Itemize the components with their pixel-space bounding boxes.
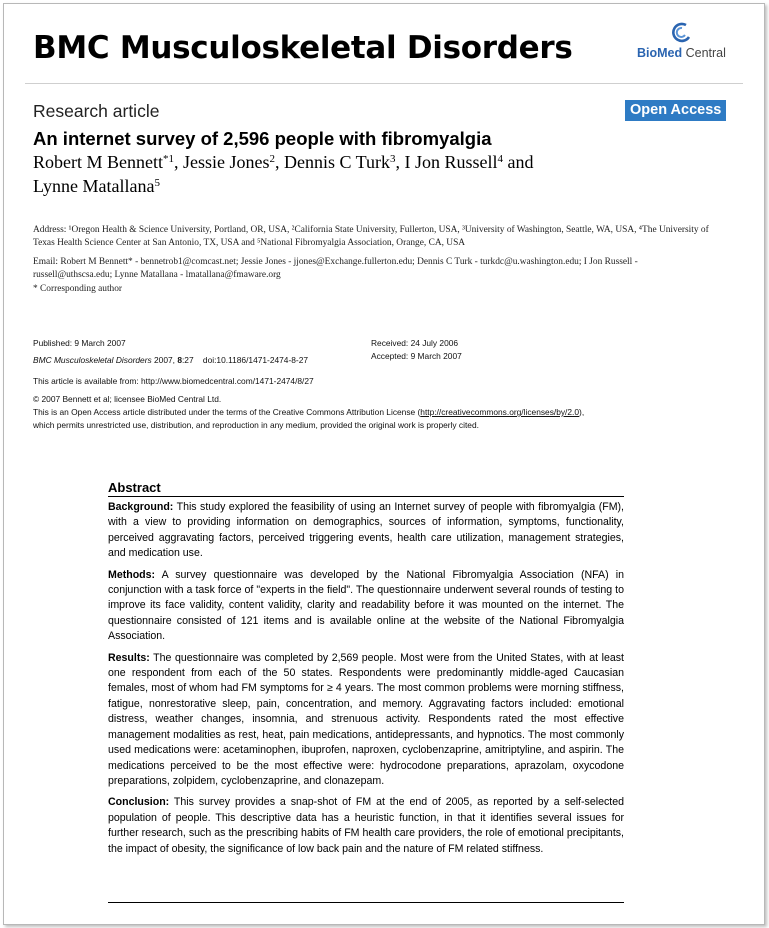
author-name: Lynne Matallana	[33, 176, 155, 196]
author-name: I Jon Russell	[404, 152, 498, 172]
author-name: Dennis C Turk	[283, 152, 391, 172]
abstract-heading: Abstract	[108, 480, 624, 497]
author-emails: Email: Robert M Bennett* - bennetrob1@comcast.net; Jessie Jones - jjones@Exchange.fullerton.edu; Dennis C Turk - turkdc@u.washington.edu; I Jon Russell - russell@uthscsa.edu; Lynne Matallana - lmatallana@fmaware.org	[33, 257, 638, 280]
license-statement: This is an Open Access article distributed under the terms of the Creative Commons Attribution License (http://creativecommons.org/licenses/by/2.0),	[33, 407, 585, 417]
biomed-central-logo-icon	[671, 22, 693, 44]
copyright: © 2007 Bennett et al; licensee BioMed Central Ltd.	[33, 394, 222, 404]
license-link[interactable]: http://creativecommons.org/licenses/by/2.0	[420, 407, 580, 417]
author-list: Robert M Bennett$^{*1}$, Jessie Jones$^2$, Dennis C Turk$^3$, I Jon Russell$^4$ and Lynne Matallana$^5$	[33, 152, 534, 196]
logo-rest: Central	[682, 46, 726, 60]
abstract-methods: Methods: A survey questionnaire was developed by the National Fibromyalgia Association (NFA) in conjunction with a task force of "experts in the field". The questionnaire underwent several rounds of testing to improve its face validity, content validity, clarity and readability before it was mounted on the internet. The questionnaire consisted of 121 items and is available online at the website of the National Fibromyalgia Association.	[108, 568, 624, 643]
abstract-background: Background: This study explored the feasibility of using an Internet survey of people with fibromyalgia (FM), with a view to providing information on demographics, sources of information, symptoms, functionality, perceived aggravating factors, perceived triggering events, health care utilization, management strategies, and medication use.	[108, 501, 624, 560]
journal-title: BMC Musculoskeletal Disorders	[33, 30, 573, 66]
abstract-conclusion: Conclusion: This survey provides a snap-shot of FM at the end of 2005, as reported by a self-selected population of people. This descriptive data has a heuristic function, in that it identifies several issues for further research, such as the prescribing habits of FM health care providers, the role of emotional precipitants, the impact of obesity, the significance of low back pain and the nature of FM related stiffness.	[108, 796, 624, 855]
article-title: An internet survey of 2,596 people with fibromyalgia	[33, 128, 492, 149]
article-page	[3, 3, 765, 925]
author-mark: *1	[162, 153, 174, 165]
logo-bold: BioMed	[637, 46, 683, 60]
author-mark: 2	[269, 153, 275, 165]
author-name: Jessie Jones	[182, 152, 270, 172]
citation: BMC Musculoskeletal Disorders 2007, 8:27 doi:10.1186/1471-2474-8-27	[33, 355, 309, 365]
abstract	[108, 480, 624, 863]
abstract-results: Results: The questionnaire was completed by 2,569 people. Most were from the United States, with at least one respondent from each of the 50 states. Respondents were predominantly middle-aged Caucasian females, most of whom had FM symptoms for ≥ 4 years. The most common problems were morning stiffness, fatigue, nonrestorative sleep, pain, concentration, and memory. Aggravating factors included: emotional distress, weather changes, insomnia, and strenuous activity. Respondents rated the most effective management modalities as rest, heat, pain medications, antidepressants, and hypnotics. The most commonly used medications were: acetaminophen, ibuprofen, naproxen, cyclobenzaprine, amitriptyline, and aspirin. The medications perceived to be the most effective were: hydrocodone preparations, aprazolam, oxycodone preparations, zolpidem, cyclobenzaprine, and clonazepam.	[108, 651, 624, 787]
received-date: Received: 24 July 2006	[371, 338, 459, 348]
open-access-badge: Open Access	[625, 100, 726, 121]
author-name: Robert M Bennett	[33, 152, 163, 172]
license-statement-2: which permits unrestricted use, distribution, and reproduction in any medium, provided the original work is properly cited.	[33, 420, 479, 430]
published-date: Published: 9 March 2007	[33, 338, 126, 348]
header-divider	[25, 83, 743, 84]
author-mark: 3	[390, 153, 396, 165]
article-url: This article is available from: http://www.biomedcentral.com/1471-2474/8/27	[33, 376, 314, 386]
corresponding-author: * Corresponding author	[33, 284, 123, 294]
article-type: Research article	[33, 101, 160, 121]
author-mark: 4	[497, 153, 504, 165]
abstract-bottom-rule	[108, 902, 624, 903]
affiliations: Address: ¹Oregon Health & Science University, Portland, OR, USA, ²California State University, Fullerton, USA, ³University of Washington, Seattle, WA, USA, ⁴The University of Texas Health Science Center at San Antonio, TX, USA and ⁵National Fibromyalgia Association, Orange, CA, USA	[33, 225, 709, 248]
biomed-central-logo	[637, 22, 737, 64]
author-mark: 5	[154, 177, 160, 189]
accepted-date: Accepted: 9 March 2007	[371, 351, 462, 361]
